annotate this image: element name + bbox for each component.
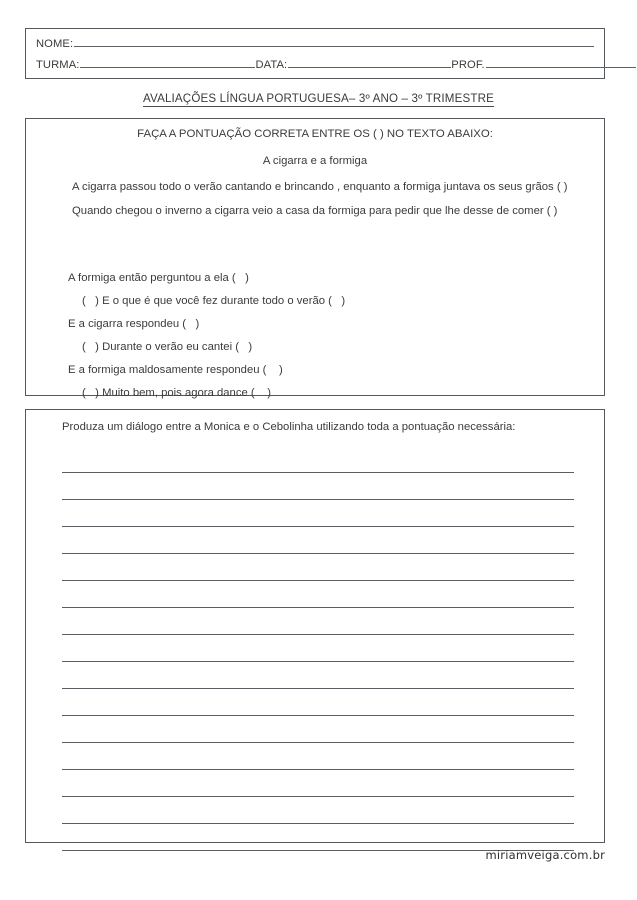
dialogue-line: ( ) Durante o verão eu cantei ( ) [82,341,253,353]
class-date-prof-field-row [36,57,594,71]
story-paragraph: Quando chegou o inverno a cigarra veio a casa da formiga para pedir que lhe desse de comer ( ) [72,205,558,217]
name-field-label: NOME: [36,38,74,50]
writing-line[interactable] [62,716,574,743]
writing-line[interactable] [62,446,574,473]
dialogue-line: A formiga então perguntou a ela ( ) [68,272,249,284]
page-title [0,92,637,105]
writing-line[interactable] [62,554,574,581]
writing-line[interactable] [62,500,574,527]
writing-line[interactable] [62,797,574,824]
writing-line[interactable] [62,689,574,716]
writing-line[interactable] [62,581,574,608]
exercise-1-box [25,118,605,399]
dialogue-line: E a cigarra respondeu ( ) [68,318,200,330]
class-field-input-line[interactable] [80,57,255,68]
writing-line[interactable] [62,635,574,662]
writing-line[interactable] [62,824,574,851]
teacher-field-label: PROF. [451,59,485,71]
exercise-2-box [25,409,605,843]
writing-line[interactable] [62,608,574,635]
writing-line[interactable] [62,473,574,500]
date-field-label: DATA: [255,59,288,71]
page-title-text: AVALIAÇÕES LÍNGUA PORTUGUESA– 3º ANO – 3º TRIMESTRE [143,92,494,105]
dialogue-line: E a formiga maldosamente respondeu ( ) [68,364,283,376]
student-identification-box [25,28,605,79]
teacher-field-input-line[interactable] [486,57,636,68]
writing-line[interactable] [62,743,574,770]
writing-line[interactable] [62,527,574,554]
story-dialogue-lines [68,267,586,405]
dialogue-line: ( ) E o que é que você fez durante todo o verão ( ) [82,295,346,307]
class-field-label: TURMA: [36,59,80,71]
writing-line[interactable] [62,770,574,797]
dialogue-line: ( ) Muito bem, pois agora dance ( ) [82,387,271,399]
name-field-row [36,36,594,50]
date-field-input-line[interactable] [288,57,451,68]
story-paragraph: A cigarra passou todo o verão cantando e brincando , enquanto a formiga juntava os seus grãos ( ) [72,181,568,193]
name-field-input-line[interactable] [74,36,594,47]
exercise-1-instruction: FAÇA A PONTUAÇÃO CORRETA ENTRE OS ( ) NO TEXTO ABAIXO: [137,128,493,140]
answer-writing-lines[interactable] [62,446,574,851]
story-title: A cigarra e a formiga [262,155,368,167]
writing-line[interactable] [62,662,574,689]
site-credit: miriamveiga.com.br [485,848,605,862]
exercise-2-instruction: Produza um diálogo entre a Monica e o Cebolinha utilizando toda a pontuação necessária: [62,421,516,433]
story-paragraphs [50,176,586,224]
